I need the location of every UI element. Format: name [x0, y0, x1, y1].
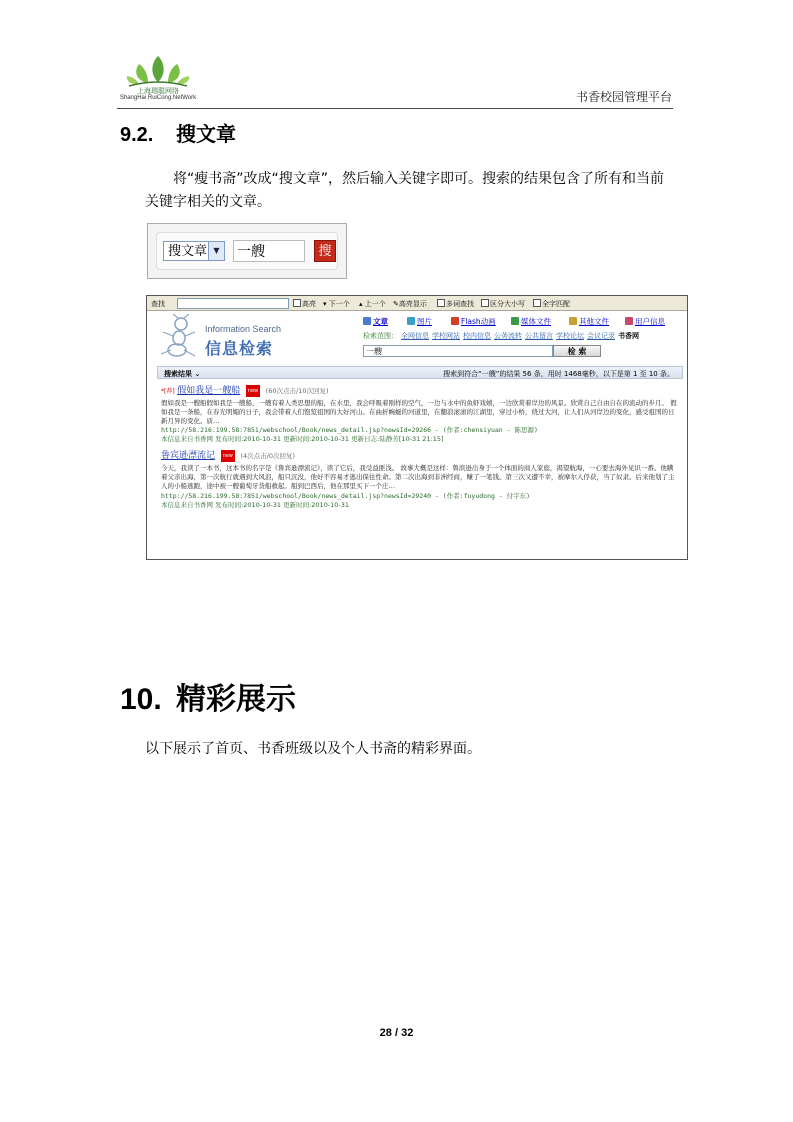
- scope-label: 检索范围：: [363, 332, 398, 340]
- find-label: 查找: [151, 300, 165, 308]
- flash-icon: [451, 317, 459, 325]
- checkbox-icon[interactable]: [533, 299, 541, 307]
- search-button[interactable]: 搜: [314, 240, 336, 262]
- search-widget-screenshot: [147, 223, 347, 279]
- tab-other-files[interactable]: 其他文件: [569, 316, 609, 327]
- recommend-tag: *[荐]: [161, 388, 175, 395]
- page-number: 28 / 32: [379, 1027, 414, 1039]
- find-prev-button[interactable]: ▴ 上一个: [359, 300, 386, 308]
- result-url[interactable]: http://58.216.199.58:7851/webschool/Book/news_detail.jsp?newsId=29266 - (作者:chensiyuan - 陈思源): [161, 426, 538, 435]
- find-next-button[interactable]: ▾ 下一个: [323, 300, 350, 308]
- scope-meetings[interactable]: 会议记录: [587, 332, 615, 340]
- new-badge: new: [221, 450, 235, 462]
- results-summary: 搜索到符合“一艘”的结果 56 条，用时 1468毫秒，以下是第 1 至 10 条。: [443, 370, 674, 378]
- retrieve-button[interactable]: 检 索: [553, 345, 601, 357]
- find-input[interactable]: [177, 298, 289, 309]
- brand-chinese: 信息检索: [205, 339, 274, 358]
- whole-word-toggle[interactable]: 全字匹配: [533, 299, 570, 309]
- scope-school-site[interactable]: 学校网站: [432, 332, 460, 340]
- image-icon: [407, 317, 415, 325]
- platform-name: 书香校园管理平台: [575, 90, 672, 104]
- results-header-bar: [157, 366, 683, 379]
- section-title: 精彩展示: [176, 682, 296, 717]
- result-url[interactable]: http://58.216.199.58:7851/webschool/Book/news_detail.jsp?newsId=29240 - (作者:fuyudong - 付宇东): [161, 491, 531, 500]
- tab-user-info[interactable]: 用户信息: [625, 316, 665, 327]
- logo-english-text: ShangHai RuiCong.NetWork: [119, 95, 197, 101]
- scope-campus[interactable]: 校内信息: [463, 332, 491, 340]
- checkbox-icon[interactable]: [481, 299, 489, 307]
- query-input[interactable]: 一艘: [363, 345, 553, 357]
- section-number: 10.: [120, 683, 162, 716]
- result-stats: (4次点击/0次回复): [240, 452, 295, 461]
- section-10-paragraph: 以下展示了首页、书香班级以及个人书斋的精彩界面。: [145, 741, 481, 757]
- scope-all[interactable]: 全网信息: [401, 332, 429, 340]
- highlight-toggle[interactable]: 高亮: [293, 299, 316, 309]
- tab-media[interactable]: 媒体文件: [511, 316, 551, 327]
- search-widget-frame: [156, 232, 338, 270]
- document-icon: [363, 317, 371, 325]
- result-summary: 今天，我读了一本书，这本书的名字是《鲁宾逊漂流记》，读了它后，我受益匪浅。 故事大概是这样：鲁滨逊出身于一个体面的商人家庭，渴望航海，一心要去海外见识一番。他瞒着父亲出海，第一次航行就遇到大风浪，船只沉没，他好不容易才逃出保住性命。第二次出海到非洲经商，赚了一笔钱。第三次又遭不幸，被摩尔人俘获，当了奴隶。后来他划了主人的小船逃跑，途中被一艘葡萄牙货船救起。船到巴西后，他在那里买下一个庄…: [161, 464, 675, 490]
- logo-chinese-text: 上海瑞聪网络: [137, 87, 179, 95]
- result-source: 本信息来自书香网 发布时间:2010-10-31 更新时间:2010-10-31: [161, 500, 350, 509]
- search-scope: [363, 331, 639, 341]
- result-stats: (60次点击/10次回复): [265, 387, 329, 395]
- scope-workflow[interactable]: 公务流转: [494, 332, 522, 340]
- section-title: 搜文章: [176, 122, 236, 146]
- find-toolbar: [147, 296, 687, 311]
- search-type-select[interactable]: [163, 241, 225, 261]
- results-label: 搜索结果 ⌄: [164, 370, 201, 378]
- case-toggle[interactable]: 区分大小写: [481, 299, 525, 309]
- section-9-2-heading: [120, 118, 236, 147]
- result-title-line: [161, 385, 679, 398]
- scope-messages[interactable]: 公共留言: [525, 332, 553, 340]
- new-badge: new: [246, 385, 260, 397]
- scope-forum[interactable]: 学校论坛: [556, 332, 584, 340]
- chevron-down-icon[interactable]: ▼: [208, 242, 224, 260]
- user-icon: [625, 317, 633, 325]
- clip-icon: [569, 317, 577, 325]
- brand-english: Information Search: [205, 324, 282, 334]
- result-source: 本信息来自书香网 发布时间:2010-10-31 更新时间:2010-10-31 更新日志:陆静芳[10-31 21:15]: [161, 435, 444, 444]
- list-item: [161, 385, 679, 444]
- tab-article[interactable]: 文章: [363, 316, 388, 327]
- search-type-value: 搜文章: [168, 244, 208, 259]
- result-summary: 假如我是一艘船假如我是一艘船，一艘有着人类思想的船，在水里，我会呼吸着刚样的空气，一边与水中的鱼虾戏嬉，一边欣赏着岸边的风景。欣赏自己自由自在的流动的步月。 假如我是一条船，在春光明媚的日子，我会带着人们饱览祖国的大好河山。在曲折蜿蜒的河道里，在翻浪滚滚的江湖里，穿过小桥，绕过大河，让人们从河岸边的变化，感受祖国的日新月异的变化。质…: [161, 399, 677, 425]
- result-link[interactable]: 假如我是一艘船: [177, 386, 241, 396]
- search-results-screenshot: [146, 295, 688, 560]
- section-number: 9.2.: [120, 124, 154, 146]
- ant-mascot-icon: [159, 314, 199, 358]
- tab-flash[interactable]: Flash动画: [451, 316, 496, 327]
- media-icon: [511, 317, 519, 325]
- result-link[interactable]: 鲁宾逊漂流记: [161, 451, 216, 462]
- scope-active[interactable]: 书香网: [618, 332, 639, 340]
- checkbox-icon[interactable]: [293, 299, 301, 307]
- multi-word-toggle[interactable]: 多词查找: [437, 299, 474, 309]
- tab-image[interactable]: 图片: [407, 316, 432, 327]
- chevron-down-icon[interactable]: ⌄: [194, 370, 201, 378]
- section-10-heading: [120, 674, 296, 718]
- section-9-2-paragraph: 将“瘦书斋”改成“搜文章”，然后输入关键字即可。搜索的结果包含了所有和当前关键字相关的文章。: [145, 171, 665, 210]
- checkbox-icon[interactable]: [437, 299, 445, 307]
- header-divider: [117, 108, 673, 109]
- result-title-line: [161, 450, 679, 463]
- list-item: [161, 450, 679, 509]
- show-all-button[interactable]: ✎高亮显示: [393, 300, 427, 308]
- results-list: [161, 385, 679, 516]
- keyword-input[interactable]: 一艘: [233, 240, 305, 262]
